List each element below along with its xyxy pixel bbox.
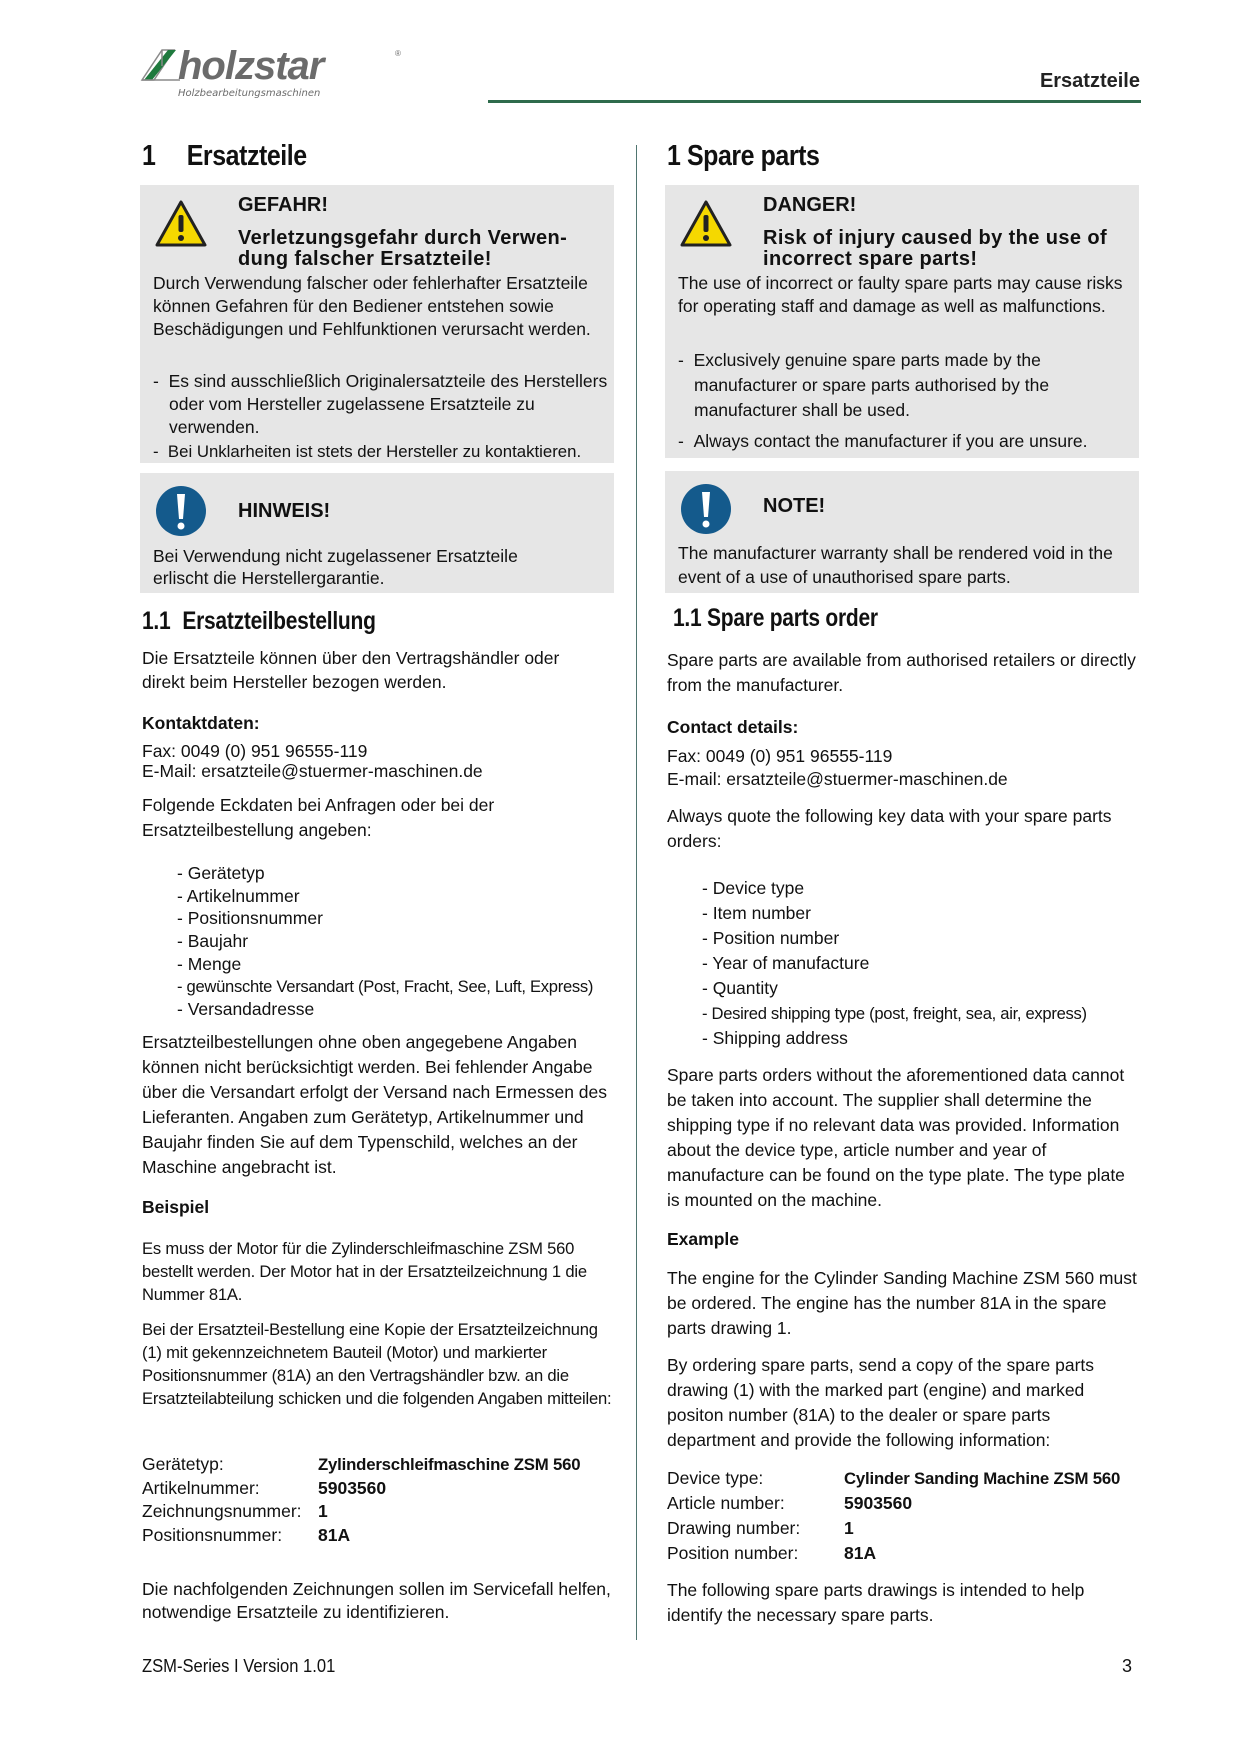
order-data-table xyxy=(667,1466,1120,1566)
order-data-row xyxy=(667,1541,1120,1566)
chapter-number: 1 xyxy=(142,140,156,172)
contact-fax[interactable]: Fax: 0049 (0) 951 96555-119 xyxy=(142,741,368,761)
danger-title-line: incorrect spare parts! xyxy=(763,248,978,270)
order-data-value: Cylinder Sanding Machine ZSM 560 xyxy=(844,1469,1121,1488)
contact-fax[interactable]: Fax: 0049 (0) 951 96555-119 xyxy=(667,746,893,766)
order-data-row xyxy=(142,1500,580,1524)
key-data-intro: Folgende Eckdaten bei Anfragen oder bei der Ersatzteilbestellung angeben: xyxy=(142,795,495,840)
danger-title xyxy=(238,228,567,270)
note-box-en xyxy=(665,471,1139,593)
list-item: - Year of manufacture xyxy=(702,953,870,973)
closing-text: The following spare parts drawings is intended to help identify the necessary spare parts. xyxy=(667,1580,1085,1625)
list-item: - gewünschte Versandart (Post, Fracht, See, Luft, Express) xyxy=(177,976,594,996)
danger-title-line: Risk of injury caused by the use of xyxy=(763,227,1108,249)
example-text: Es muss der Motor für die Zylinderschleifmaschine ZSM 560 bestellt werden. Der Motor hat in der Ersatzteilzeichnung 1 die Nummer 81A. xyxy=(142,1239,587,1304)
danger-bullet: - Exclusively genuine spare parts made by the manufacturer or spare parts authorised by the manufacturer shall be used. xyxy=(678,350,1050,420)
order-data-label: Drawing number: xyxy=(667,1518,801,1538)
signal-word-note: NOTE! xyxy=(763,495,826,517)
section-heading-en: 1.1 Spare parts order xyxy=(673,604,878,632)
danger-text: Durch Verwendung falscher oder fehlerhafter Ersatzteile können Gefahren für den Bediener entstehen sowie Beschädigungen und Fehlfunktionen verursacht werden. xyxy=(153,273,591,339)
list-item: - Artikelnummer xyxy=(177,885,300,906)
chapter-heading-de xyxy=(142,140,307,173)
key-data-list xyxy=(160,862,630,1021)
danger-bullet: - Es sind ausschließlich Originalersatzteile des Herstellers oder vom Hersteller zugelassene Ersatzteile zu verwenden. xyxy=(153,371,608,437)
order-data-row xyxy=(667,1516,1120,1541)
list-item: - Item number xyxy=(702,903,811,923)
intro-text: Spare parts are available from authorised retailers or directly from the manufacturer. xyxy=(667,650,1136,695)
logo-wordmark: holzstar xyxy=(178,46,324,88)
example-text: The engine for the Cylinder Sanding Machine ZSM 560 must be ordered. The engine has the number 81A in the spare parts drawing 1. xyxy=(667,1268,1137,1338)
header-rule xyxy=(488,100,1141,103)
order-data-row xyxy=(667,1466,1120,1491)
danger-bullet-text: Es sind ausschließlich Originalersatzteile des Herstellers oder vom Hersteller zugelassene Ersatzteile zu verwenden. xyxy=(168,371,608,437)
example-heading: Example xyxy=(667,1229,739,1249)
list-item: - Shipping address xyxy=(702,1028,848,1048)
list-item: - Desired shipping type (post, freight, sea, air, express) xyxy=(702,1004,1087,1023)
order-instructions: By ordering spare parts, send a copy of the spare parts drawing (1) with the marked part (engine) and marked positon number (81A) to the dealer or spare parts department and provide the following information: xyxy=(667,1355,1095,1450)
order-data-label: Device type: xyxy=(667,1468,764,1488)
list-item: - Menge xyxy=(177,953,242,974)
danger-title-line: dung falscher Ersatzteile! xyxy=(238,248,492,270)
contact-email[interactable]: E-Mail: ersatzteile@stuermer-maschinen.de xyxy=(142,761,483,781)
contact-heading: Kontaktdaten: xyxy=(142,713,260,733)
closing-text: Die nachfolgenden Zeichnungen sollen im Servicefall helfen, notwendige Ersatzteile zu identifizieren. xyxy=(142,1579,611,1622)
chapter-heading-en: 1 Spare parts xyxy=(667,140,820,172)
key-data-list xyxy=(685,876,1155,1051)
section-heading-de xyxy=(142,607,376,636)
section-number: 1.1 xyxy=(142,607,171,635)
footer-document-version: ZSM-Series I Version 1.01 xyxy=(142,1656,336,1676)
contact-email[interactable]: E-mail: ersatzteile@stuermer-maschinen.de xyxy=(667,769,1008,789)
info-exclamation-icon xyxy=(679,482,733,536)
list-item: - Gerätetyp xyxy=(177,863,265,883)
danger-bullet-text: Exclusively genuine spare parts made by the manufacturer or spare parts authorised by the manufacturer shall be used. xyxy=(693,350,1050,420)
list-item: - Quantity xyxy=(702,978,778,998)
danger-box-en xyxy=(665,185,1139,458)
order-data-row xyxy=(142,1524,580,1548)
order-data-value: 1 xyxy=(318,1501,328,1521)
order-data-label: Position number: xyxy=(667,1543,799,1563)
danger-title-line: Verletzungsgefahr durch Verwen- xyxy=(238,227,568,249)
order-data-row xyxy=(667,1491,1120,1516)
logo-subtitle: Holzbearbeitungsmaschinen xyxy=(178,88,321,99)
danger-bullet: - Always contact the manufacturer if you are unsure. xyxy=(678,431,1088,451)
footer-page-number: 3 xyxy=(1121,1656,1132,1676)
list-item: - Positionsnummer xyxy=(177,908,323,929)
signal-word-note: HINWEIS! xyxy=(238,500,331,522)
holzstar-logo xyxy=(140,46,410,108)
note-text: Bei Verwendung nicht zugelassener Ersatzteile erlischt die Herstellergarantie. xyxy=(153,546,518,588)
note-box-de xyxy=(140,473,614,593)
svg-text:®: ® xyxy=(395,49,401,58)
logo-mark-icon xyxy=(140,46,410,108)
order-data-value: 81A xyxy=(844,1543,877,1563)
warning-triangle-icon xyxy=(679,199,733,249)
order-data-value: 5903560 xyxy=(318,1477,387,1498)
danger-title xyxy=(763,228,1107,270)
signal-word-danger: DANGER! xyxy=(763,194,857,216)
warning-triangle-icon xyxy=(154,199,208,249)
missing-data-text: Spare parts orders without the aforementioned data cannot be taken into account. The supplier shall determine the shipping type if no relevant data was provided. Information about the device type, article number and year of manufacture can be found on the type plate. The type plate is mounted on the machine. xyxy=(667,1065,1125,1210)
order-instructions: Bei der Ersatzteil-Bestellung eine Kopie der Ersatzteilzeichnung (1) mit gekennzeichnetem Bauteil (Motor) und markierter Positionsnummer (81A) an den Vertragshändler bzw. an die Ersatzteilabteilung schicken und die folgenden Angaben mitteilen: xyxy=(142,1320,612,1408)
list-item: - Position number xyxy=(702,928,840,948)
danger-bullet-text: Always contact the manufacturer if you are unsure. xyxy=(693,431,1088,451)
order-data-label: Gerätetyp: xyxy=(142,1454,224,1474)
order-data-value: 1 xyxy=(844,1518,854,1538)
order-data-value: 81A xyxy=(318,1524,351,1545)
signal-word-danger: GEFAHR! xyxy=(238,194,328,216)
order-data-row xyxy=(142,1453,580,1477)
danger-bullet: - Bei Unklarheiten ist stets der Hersteller zu kontaktieren. xyxy=(153,442,582,461)
contact-heading: Contact details: xyxy=(667,717,799,737)
chapter-title: Ersatzteile xyxy=(186,140,307,172)
order-data-value: 5903560 xyxy=(844,1493,913,1513)
order-data-row xyxy=(142,1477,580,1501)
column-divider xyxy=(636,145,637,1640)
missing-data-text: Ersatzteilbestellungen ohne oben angegebene Angaben können nicht berücksichtigt werden. Bei fehlender Angabe über die Versandart erfolgt der Versand nach Ermessen des Lieferanten. Angaben zum Gerätetyp, Artikelnummer und Baujahr finden Sie auf dem Typenschild, welches an der Maschine angebracht ist. xyxy=(142,1032,607,1177)
order-data-label: Zeichnungsnummer: xyxy=(142,1501,302,1521)
order-data-label: Positionsnummer: xyxy=(142,1524,283,1545)
order-data-table xyxy=(142,1453,580,1547)
danger-box-de xyxy=(140,185,614,463)
note-text: The manufacturer warranty shall be rendered void in the event of a use of unauthorised spare parts. xyxy=(678,543,1113,587)
intro-text: Die Ersatzteile können über den Vertragshändler oder direkt beim Hersteller bezogen werden. xyxy=(142,648,560,692)
danger-bullet-text: Bei Unklarheiten ist stets der Hersteller zu kontaktieren. xyxy=(167,442,582,461)
order-data-value: Zylinderschleifmaschine ZSM 560 xyxy=(318,1455,581,1474)
info-exclamation-icon xyxy=(154,484,208,538)
section-title: Ersatzteilbestellung xyxy=(182,607,376,635)
header-section-title: Ersatzteile xyxy=(1039,70,1140,92)
danger-text: The use of incorrect or faulty spare parts may cause risks for operating staff and damage as well as malfunctions. xyxy=(678,273,1123,316)
order-data-label: Article number: xyxy=(667,1493,785,1513)
example-heading: Beispiel xyxy=(142,1197,210,1217)
list-item: - Baujahr xyxy=(177,931,249,952)
list-item: - Versandadresse xyxy=(177,999,315,1020)
order-data-label: Artikelnummer: xyxy=(142,1477,260,1498)
key-data-intro: Always quote the following key data with your spare parts orders: xyxy=(667,806,1112,851)
list-item: - Device type xyxy=(702,878,805,898)
